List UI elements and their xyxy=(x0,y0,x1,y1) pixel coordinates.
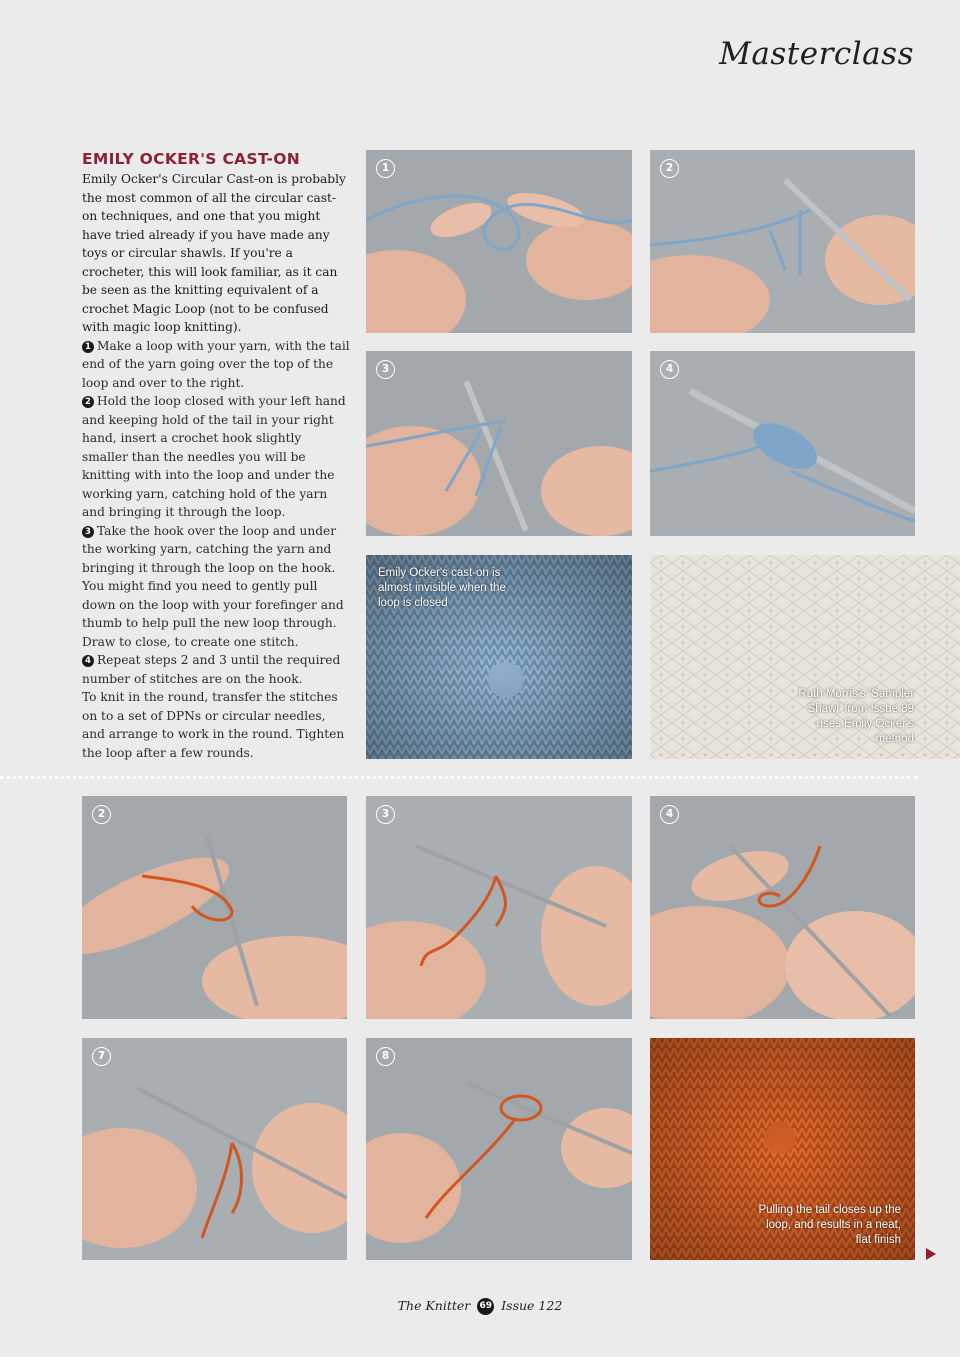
step-badge: 7 xyxy=(92,1047,111,1066)
step-badge: 4 xyxy=(660,805,679,824)
step-photo-hook-4 xyxy=(650,351,915,536)
section-title: Masterclass xyxy=(719,36,914,72)
step-number-badge: 1 xyxy=(82,341,94,353)
step-photo-hook-3 xyxy=(366,351,632,536)
page-footer xyxy=(0,1298,960,1315)
step-badge: 4 xyxy=(660,360,679,379)
step-number-badge: 2 xyxy=(82,396,94,408)
step-badge: 1 xyxy=(376,159,395,178)
step-text: Take the hook over the loop and under the working yarn, catching the yarn and bringing it through the loop on the hook. You might find you need to gently pull down on the loop with your forefinger and thumb to help pull the new loop through. Draw to close, to create one stitch. xyxy=(82,523,344,649)
step-paragraph xyxy=(82,337,350,393)
orange-swatch-caption: Pulling the tail closes up the loop, and results in a neat, flat finish xyxy=(758,1204,901,1246)
blue-swatch-photo xyxy=(366,555,632,759)
shawl-caption: Ruth Morris's 'Sampler Shawl' from Issue 89 uses Emily Ocker's method xyxy=(798,688,914,745)
step-paragraph xyxy=(82,651,350,688)
next-page-arrow-icon xyxy=(926,1248,936,1260)
step-badge: 2 xyxy=(92,805,111,824)
step-photo-needle-8 xyxy=(366,1038,632,1260)
article-column xyxy=(82,150,350,762)
step-photo-hook-1 xyxy=(366,150,632,333)
step-badge: 2 xyxy=(660,159,679,178)
magazine-name: The Knitter xyxy=(397,1298,471,1313)
step-paragraph xyxy=(82,392,350,522)
article-outro: To knit in the round, transfer the stitches on to a set of DPNs or circular needles, and arrange to work in the round. Tighten the loop after a few rounds. xyxy=(82,690,345,760)
step-photo-needle-2 xyxy=(82,796,347,1019)
step-text: Make a loop with your yarn, with the tail end of the yarn going over the top of the loop and over to the right. xyxy=(82,338,350,390)
step-photo-needle-7 xyxy=(82,1038,347,1260)
step-paragraph xyxy=(82,522,350,652)
step-photo-hook-2 xyxy=(650,150,915,333)
page-number: 69 xyxy=(477,1298,494,1315)
article-title: EMILY OCKER'S CAST-ON xyxy=(82,150,300,168)
step-text: Repeat steps 2 and 3 until the required number of stitches are on the hook. xyxy=(82,653,341,686)
step-badge: 3 xyxy=(376,360,395,379)
issue-number: Issue 122 xyxy=(501,1298,563,1313)
step-badge: 8 xyxy=(376,1047,395,1066)
step-photo-needle-4 xyxy=(650,796,915,1019)
section-divider xyxy=(0,776,918,779)
step-text: Hold the loop closed with your left hand and keeping hold of the tail in your right hand, insert a crochet hook slightly smaller than the needles you will be knitting with into the loop and under the working yarn, catching hold of the yarn and bringing it through the loop. xyxy=(82,394,346,519)
blue-swatch-caption: Emily Ocker's cast-on is almost invisible when the loop is closed xyxy=(378,567,506,609)
step-photo-needle-3 xyxy=(366,796,632,1019)
step-number-badge: 4 xyxy=(82,655,94,667)
step-badge: 3 xyxy=(376,805,395,824)
step-number-badge: 3 xyxy=(82,526,94,538)
orange-swatch-photo xyxy=(650,1038,915,1260)
shawl-photo xyxy=(650,555,960,759)
article-intro: Emily Ocker's Circular Cast-on is probably the most common of all the circular cast-on techniques, and one that you might have tried already if you have made any toys or circular shawls. If you're a crocheter, this will look familiar, as it can be seen as the knitting equivalent of a crochet Magic Loop (not to be confused with magic loop knitting). xyxy=(82,172,346,334)
